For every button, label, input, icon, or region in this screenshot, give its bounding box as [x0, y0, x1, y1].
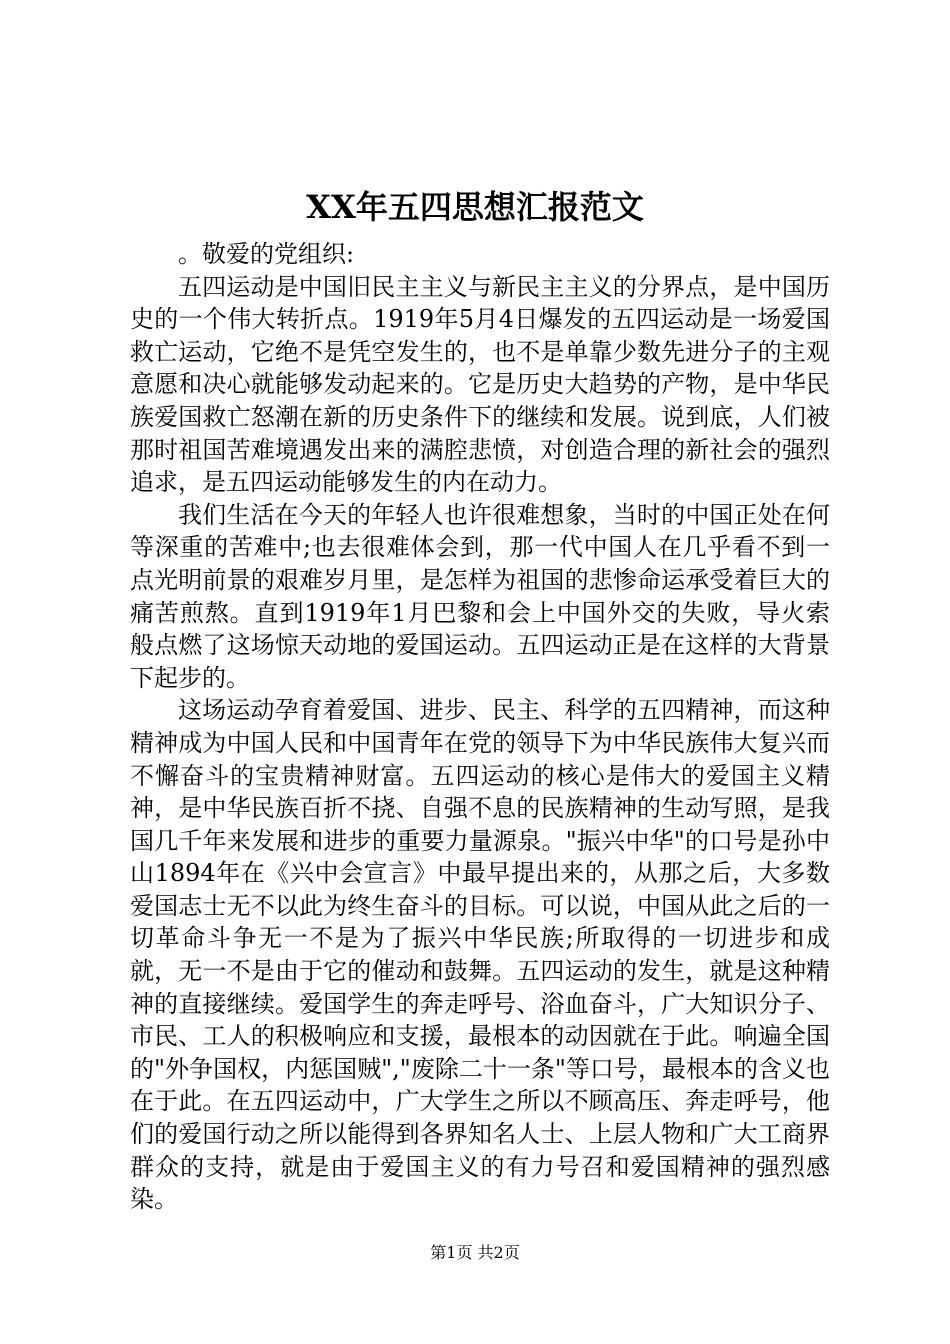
document-body — [130, 238, 830, 1216]
page-footer: 第1页 共2页 — [430, 1243, 520, 1262]
paragraph-1: 五四运动是中国旧民主主义与新民主主义的分界点，是中国历史的一个伟大转折点。1919年5月4日爆发的五四运动是一场爱国救亡运动，它绝不是凭空发生的，也不是单靠少数先进分子的主观意愿和决心就能够发动起来的。它是历史大趋势的产物，是中华民族爱国救亡怒潮在新的历史条件下的继续和发展。说到底，人们被那时祖国苦难境遇发出来的满腔悲愤，对创造合理的新社会的强烈追求，是五四运动能够发生的内在动力。 — [130, 272, 830, 497]
paragraph-3: 这场运动孕育着爱国、进步、民主、科学的五四精神，而这种精神成为中国人民和中国青年在党的领导下为中华民族伟大复兴而不懈奋斗的宝贵精神财富。五四运动的核心是伟大的爱国主义精神，是中华民族百折不挠、自强不息的民族精神的生动写照，是我国几千年来发展和进步的重要力量源泉。"振兴中华"的口号是孙中山1894年在《兴中会宣言》中最早提出来的，从那之后，大多数爱国志士无不以此为终生奋斗的目标。可以说，中国从此之后的一切革命斗争无一不是为了振兴中华民族;所取得的一切进步和成就，无一不是由于它的催动和鼓舞。五四运动的发生，就是这种精神的直接继续。爱国学生的奔走呼号、浴血奋斗，广大知识分子、市民、工人的积极响应和支援，最根本的动因就在于此。响遍全国的"外争国权，内惩国贼","废除二十一条"等口号，最根本的含义也在于此。在五四运动中，广大学生之所以不顾高压、奔走呼号，他们的爱国行动之所以能得到各界知名人士、上层人物和广大工商界群众的支持，就是由于爱国主义的有力号召和爱国精神的强烈感染。 — [130, 696, 830, 1214]
document-title: XX年五四思想汇报范文 — [306, 188, 644, 226]
paragraph-2: 我们生活在今天的年轻人也许很难想象，当时的中国正处在何等深重的苦难中;也去很难体会到，那一代中国人在几乎看不到一点光明前景的艰难岁月里，是怎样为祖国的悲惨命运承受着巨大的痛苦煎熬。直到1919年1月巴黎和会上中国外交的失败，导火索般点燃了这场惊天动地的爱国运动。五四运动正是在这样的大背景下起步的。 — [130, 500, 830, 692]
salutation: 。敬爱的党组织: — [178, 240, 355, 268]
